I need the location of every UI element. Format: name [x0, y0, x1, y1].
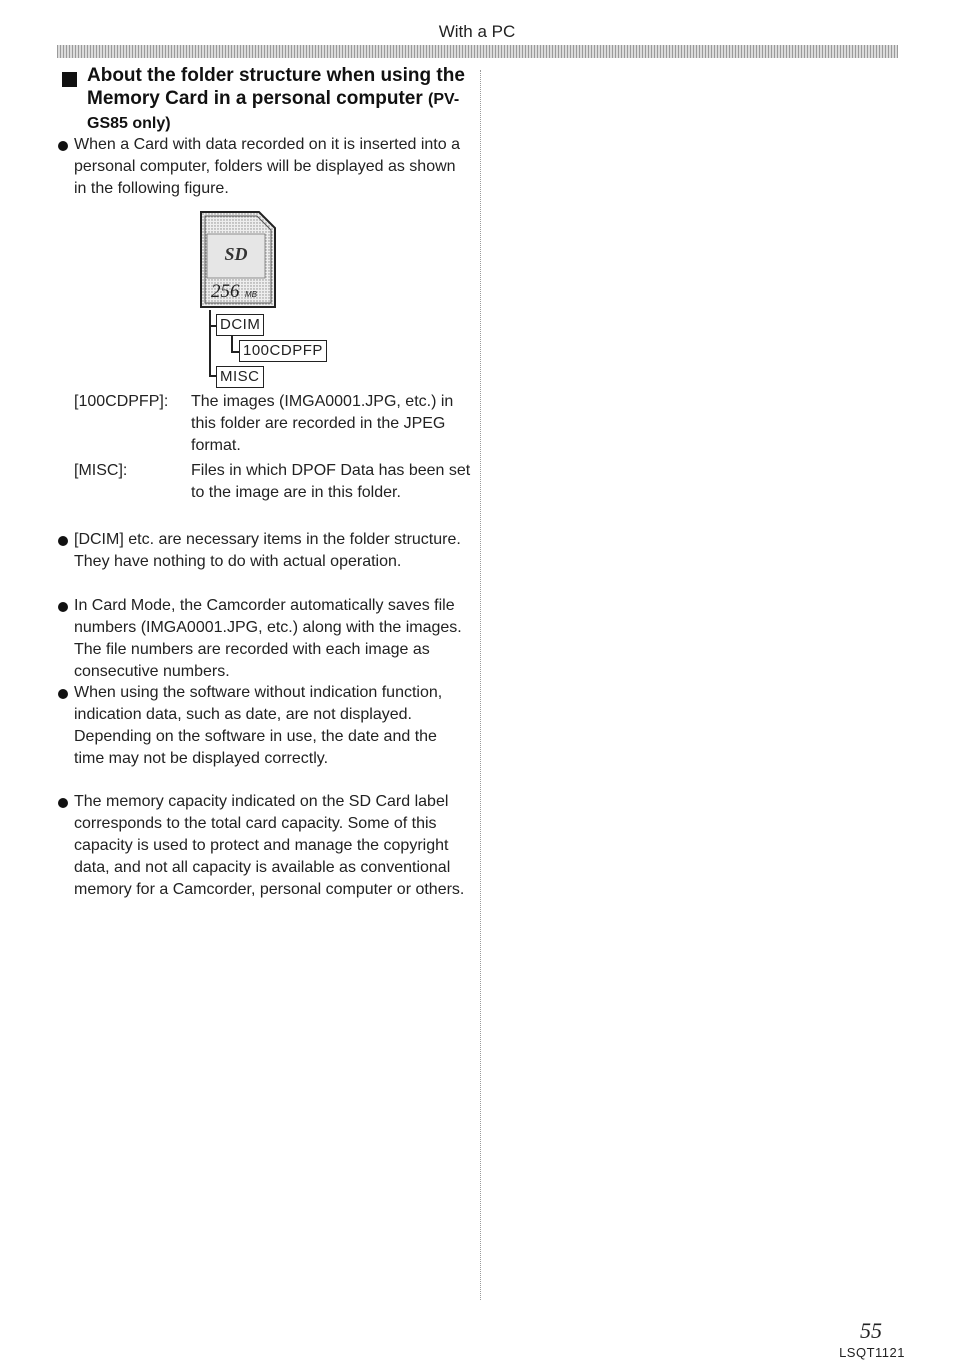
list-item-text: [DCIM] etc. are necessary items in the folder structure. They have nothing to do with actual operation. — [74, 531, 461, 570]
bullet-icon — [58, 689, 68, 699]
list-item — [58, 682, 468, 770]
tree-line-sub-vertical — [231, 336, 233, 352]
folder-dcim: DCIM — [216, 314, 264, 336]
section-heading — [62, 64, 472, 135]
sd-card-icon — [199, 210, 279, 310]
heading-title: About the folder structure when using the Memory Card in a personal computer — [87, 65, 465, 109]
bullet-icon — [58, 536, 68, 546]
tree-line-vertical — [209, 310, 211, 376]
definition-description: Files in which DPOF Data has been set to the image are in this folder. — [191, 462, 471, 501]
list-item — [58, 595, 468, 683]
list-item-text: The memory capacity indicated on the SD Card label corresponds to the total card capacity. Some of this capacity is used to protect and manage the copyright data, and not all capacity is available as conventional memory for a Camcorder, personal computer or others. — [74, 793, 465, 898]
folder-100cdpfp: 100CDPFP — [239, 340, 327, 362]
tree-line-sub — [231, 351, 239, 353]
list-item-text: When using the software without indication function, indication data, such as date, are not displayed. Depending on the software in use, the date and the time may not be displayed correctly. — [74, 684, 443, 767]
heading-square-icon — [62, 72, 77, 87]
bullet-icon — [58, 602, 68, 612]
definition-description: The images (IMGA0001.JPG, etc.) in this folder are recorded in the JPEG format. — [191, 393, 454, 454]
intro-paragraph — [58, 134, 468, 200]
list-item — [58, 791, 468, 901]
definition-term: [100CDPFP]: — [74, 393, 169, 410]
bullet-icon — [58, 798, 68, 808]
sd-logo: SD — [224, 244, 248, 264]
list-item-text: In Card Mode, the Camcorder automatically saves file numbers (IMGA0001.JPG, etc.) along with the images. The file numbers are recorded with each image as consecutive numbers. — [74, 597, 462, 680]
card-capacity: 256 — [211, 281, 240, 302]
folder-structure-figure — [195, 210, 345, 390]
list-item — [58, 529, 468, 573]
bullet-icon — [58, 141, 68, 151]
header-band — [57, 45, 898, 58]
header-title: With a PC — [438, 22, 516, 41]
heading-model-note: (PV-GS85 only) — [87, 91, 460, 132]
card-capacity-unit: MB — [245, 290, 257, 299]
column-divider — [480, 70, 481, 1300]
folder-misc: MISC — [216, 366, 264, 388]
definition-term: [MISC]: — [74, 462, 128, 479]
document-code: LSQT1121 — [839, 1345, 905, 1360]
intro-text: When a Card with data recorded on it is inserted into a personal computer, folders will be displayed as shown in the following figure. — [74, 136, 460, 197]
page-number: 55 — [860, 1318, 882, 1343]
